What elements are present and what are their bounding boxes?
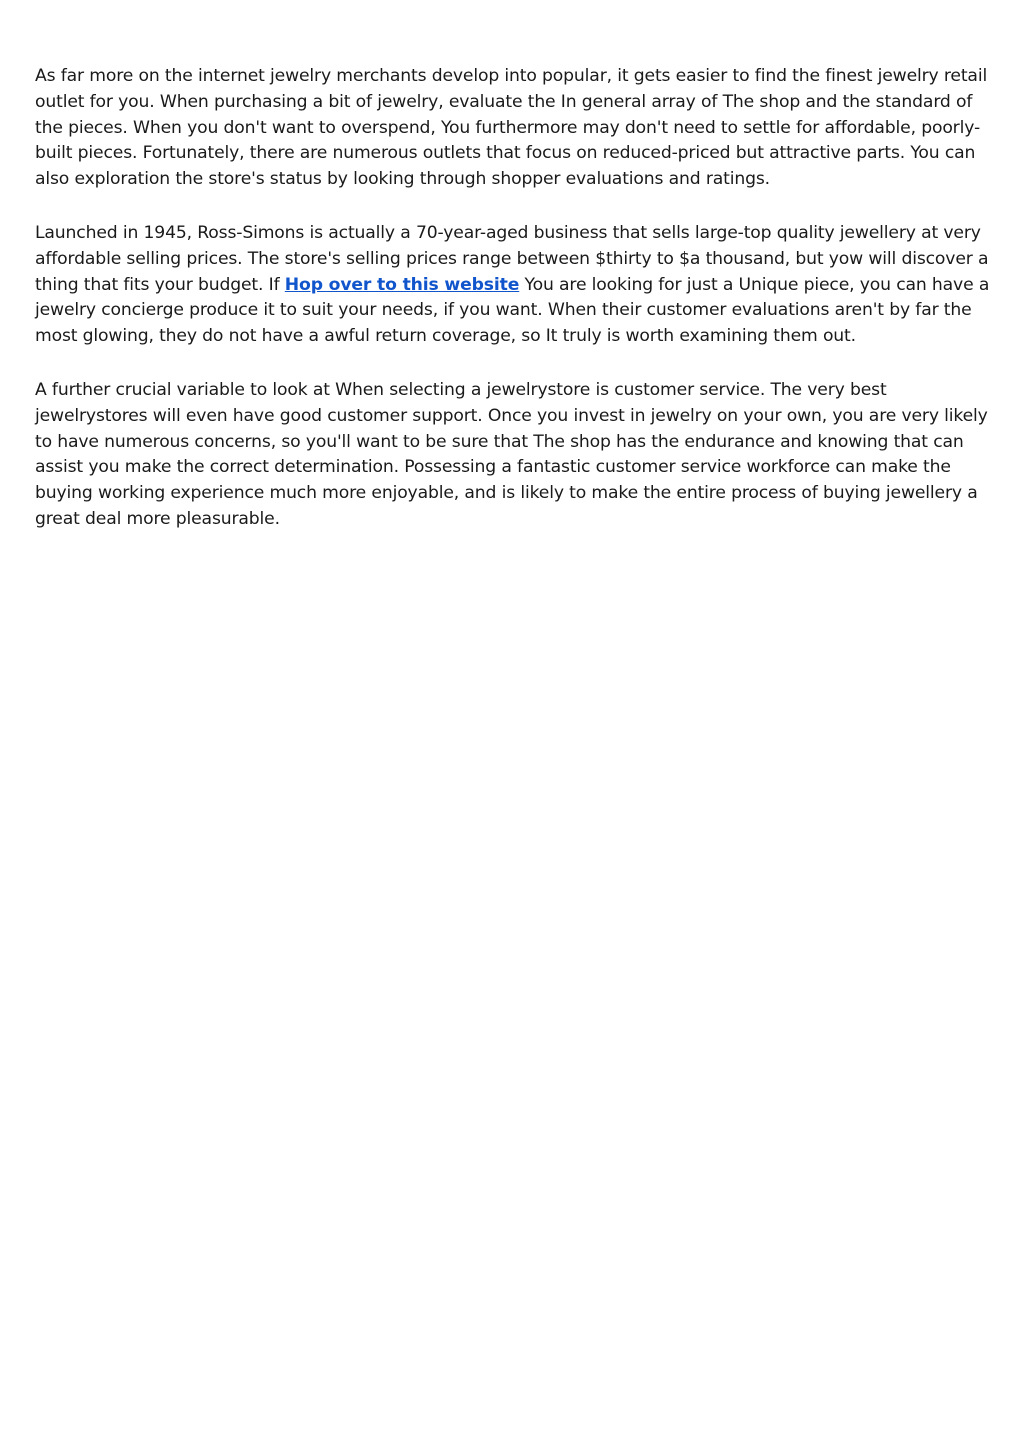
- article-body: [35, 64, 990, 561]
- website-link[interactable]: Hop over to this website: [284, 274, 520, 295]
- paragraph-2-text-before-link: Launched in 1945, Ross-Simons is actually a 70-year-aged business that sells large-top quality jewellery at very affordable selling prices. The store's selling prices range between $thirty to $a thousand, but yow will discover a thing that fits your budget. If: [35, 222, 989, 295]
- paragraph-2-text-after-link: You are looking for just a Unique piece, you can have a jewelry concierge produce it to suit your needs, if you want. When their customer evaluations aren't by far the most glowing, they do not have a awful return coverage, so It truly is worth examining them out.: [35, 274, 990, 347]
- paragraph-1: [35, 64, 990, 193]
- paragraph-3-text: A further crucial variable to look at When selecting a jewelrystore is customer service. The very best jewelrystores will even have good customer support. Once you invest in jewelry on your own, you are very likely to have numerous concerns, so you'll want to be sure that The shop has the endurance and knowing that can assist you make the correct determination. Possessing a fantastic customer service workforce can make the buying working experience much more enjoyable, and is likely to make the entire process of buying jewellery a great deal more pleasurable.: [35, 379, 988, 529]
- paragraph-1-text: As far more on the internet jewelry merchants develop into popular, it gets easier to find the finest jewelry retail outlet for you. When purchasing a bit of jewelry, evaluate the In general array of The shop and the standard of the pieces. When you don't want to overspend, You furthermore may don't need to settle for affordable, poorly-built pieces. Fortunately, there are numerous outlets that focus on reduced-priced but attractive parts. You can also exploration the store's status by looking through shopper evaluations and ratings.: [35, 66, 988, 190]
- paragraph-2: [35, 221, 990, 350]
- paragraph-3: [35, 378, 990, 533]
